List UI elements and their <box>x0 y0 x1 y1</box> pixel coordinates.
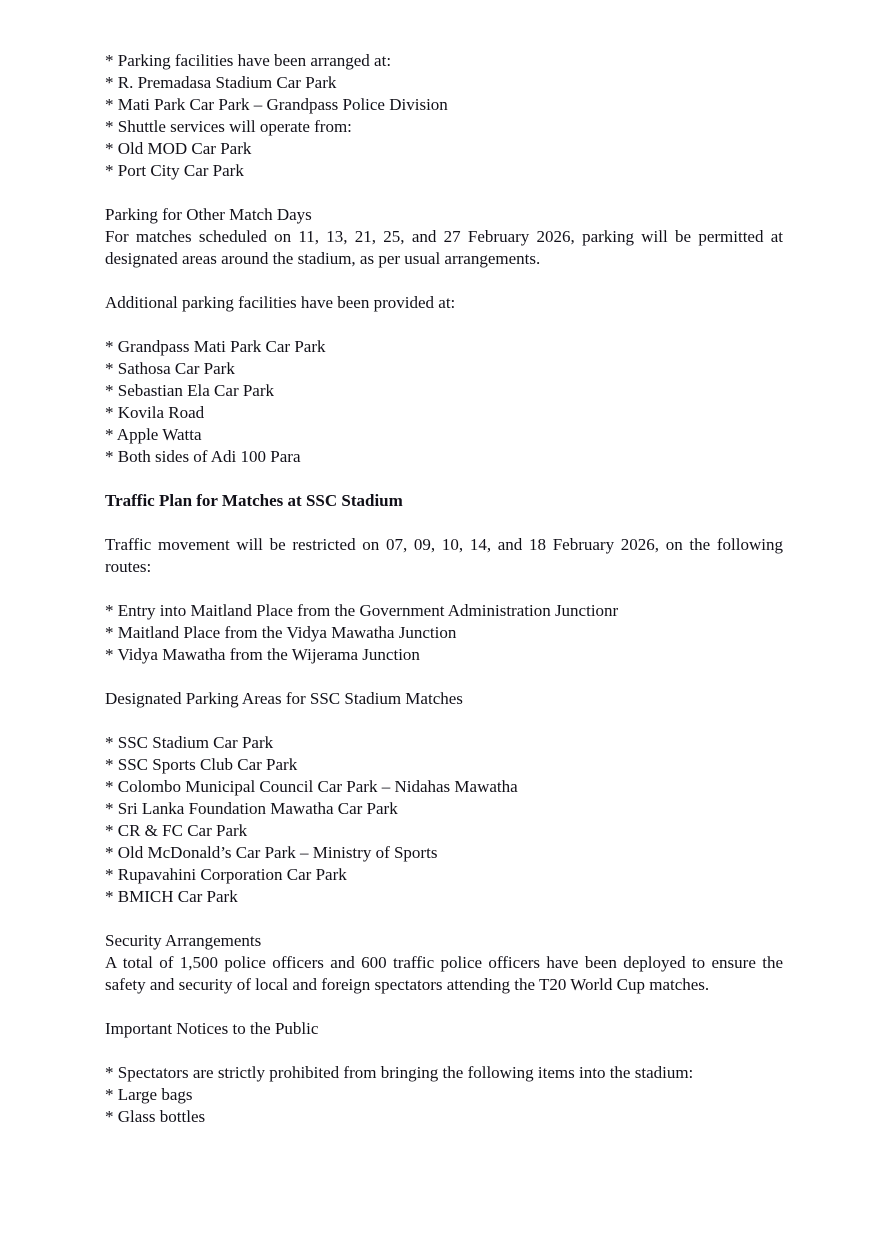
spacer <box>105 182 783 204</box>
spacer <box>105 666 783 688</box>
list-item: * Large bags <box>105 1085 193 1104</box>
list-item: * Old MOD Car Park <box>105 139 252 158</box>
list-item: * Spectators are strictly prohibited from bringing the following items into the stadium: <box>105 1063 694 1082</box>
section-paragraph: For matches scheduled on 11, 13, 21, 25, and 27 February 2026, parking will be permitted at designated areas around the stadium, as per usual arrangements. <box>105 227 783 268</box>
list-item: * Port City Car Park <box>105 161 244 180</box>
ssc-parking-list <box>105 732 783 908</box>
list-item: * Old McDonald’s Car Park – Ministry of Sports <box>105 843 438 862</box>
other-match-days-section <box>105 204 783 270</box>
list-item: * Sri Lanka Foundation Mawatha Car Park <box>105 799 398 818</box>
section-heading: Security Arrangements <box>105 931 262 950</box>
ssc-parking-heading-block <box>105 688 783 710</box>
section-intro-text: Additional parking facilities have been provided at: <box>105 293 456 312</box>
list-item: * Entry into Maitland Place from the Government Administration Junctionr <box>105 601 619 620</box>
list-item: * Rupavahini Corporation Car Park <box>105 865 347 884</box>
section-heading-bold: Traffic Plan for Matches at SSC Stadium <box>105 491 403 510</box>
ssc-traffic-paragraph-block <box>105 534 783 578</box>
list-item: * Mati Park Car Park – Grandpass Police Division <box>105 95 448 114</box>
spacer <box>105 710 783 732</box>
ssc-routes-list <box>105 600 783 666</box>
additional-parking-list <box>105 336 783 468</box>
spacer <box>105 908 783 930</box>
spacer <box>105 578 783 600</box>
document-text-column <box>105 50 783 1128</box>
section-heading: Parking for Other Match Days <box>105 205 312 224</box>
section-heading: Important Notices to the Public <box>105 1019 319 1038</box>
list-item: * Shuttle services will operate from: <box>105 117 352 136</box>
spacer <box>105 1040 783 1062</box>
venue-parking-list <box>105 50 783 182</box>
section-heading: Designated Parking Areas for SSC Stadium Matches <box>105 689 463 708</box>
section-paragraph: A total of 1,500 police officers and 600 traffic police officers have been deployed to ensure the safety and security of local and foreign spectators attending the T20 World Cup matches. <box>105 953 783 994</box>
ssc-traffic-heading-block <box>105 490 783 512</box>
spacer <box>105 314 783 336</box>
list-item: * Kovila Road <box>105 403 205 422</box>
list-item: * Sebastian Ela Car Park <box>105 381 275 400</box>
list-item: * R. Premadasa Stadium Car Park <box>105 73 337 92</box>
notices-list <box>105 1062 783 1128</box>
list-item: * Maitland Place from the Vidya Mawatha Junction <box>105 623 457 642</box>
list-item: * Colombo Municipal Council Car Park – Nidahas Mawatha <box>105 777 518 796</box>
list-item: * SSC Sports Club Car Park <box>105 755 298 774</box>
additional-parking-intro-block <box>105 292 783 314</box>
list-item: * Apple Watta <box>105 425 202 444</box>
list-item: * Vidya Mawatha from the Wijerama Junction <box>105 645 420 664</box>
list-item: * Sathosa Car Park <box>105 359 235 378</box>
list-item: * SSC Stadium Car Park <box>105 733 274 752</box>
spacer <box>105 512 783 534</box>
spacer <box>105 468 783 490</box>
spacer <box>105 270 783 292</box>
list-item: * CR & FC Car Park <box>105 821 248 840</box>
spacer <box>105 996 783 1018</box>
list-item: * Glass bottles <box>105 1107 206 1126</box>
section-paragraph: Traffic movement will be restricted on 07, 09, 10, 14, and 18 February 2026, on the following routes: <box>105 535 783 576</box>
list-item: * Grandpass Mati Park Car Park <box>105 337 326 356</box>
list-item: * BMICH Car Park <box>105 887 238 906</box>
notices-heading-block <box>105 1018 783 1040</box>
list-item: * Parking facilities have been arranged at: <box>105 51 392 70</box>
list-item: * Both sides of Adi 100 Para <box>105 447 301 466</box>
security-section <box>105 930 783 996</box>
